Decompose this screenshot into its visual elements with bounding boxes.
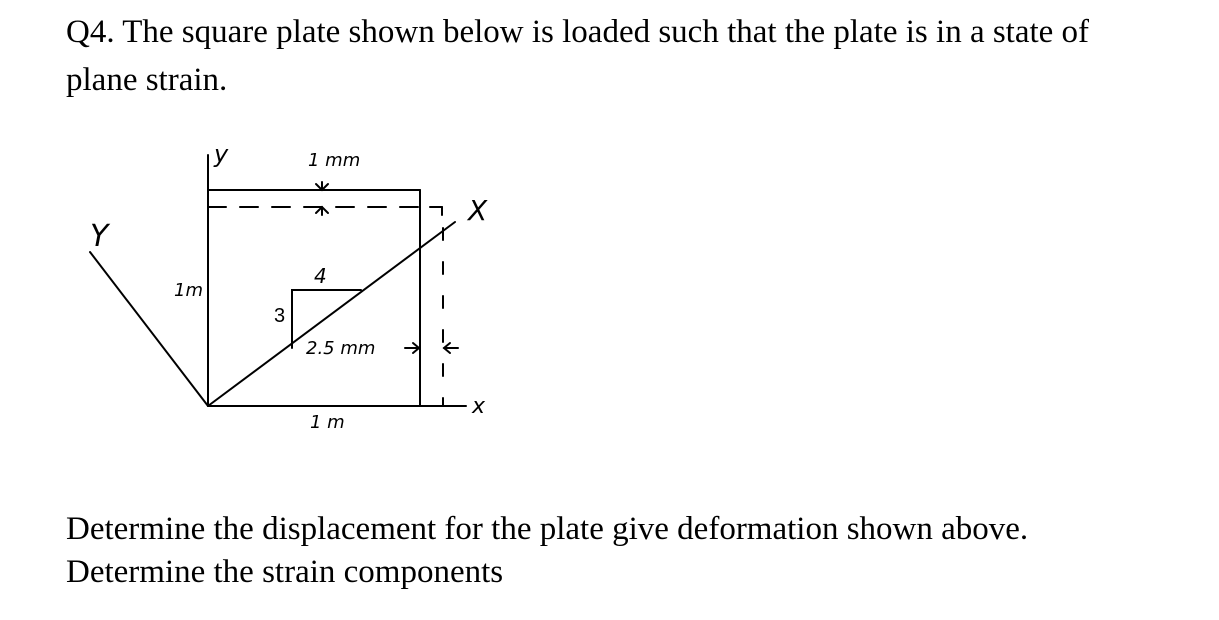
left-side-label: 1m [174,280,203,301]
slope-rise-label: 3 [274,305,286,327]
rotated-x-label: X [468,194,488,227]
instruction-line-1: Determine the displacement for the plate give deformation shown above. [66,511,1029,547]
bottom-side-label: 1 m [310,412,345,433]
top-dimension-label: 1 mm [308,150,361,171]
instruction-line-2: Determine the strain components [66,554,504,590]
rotated-x-axis [208,222,455,406]
question-line-1: Q4. The square plate shown below is loaded such that the plate is in a state of [66,14,1090,50]
rotated-y-label: Y [90,219,109,254]
y-axis-label: y [214,140,229,168]
instructions-text [66,508,1206,594]
slope-run-label: 4 [314,264,327,288]
question-line-2: plane strain. [66,62,228,98]
x-axis-label: x [472,394,486,419]
rotated-y-axis [90,252,208,406]
right-dimension-label: 2.5 mm [306,338,376,359]
